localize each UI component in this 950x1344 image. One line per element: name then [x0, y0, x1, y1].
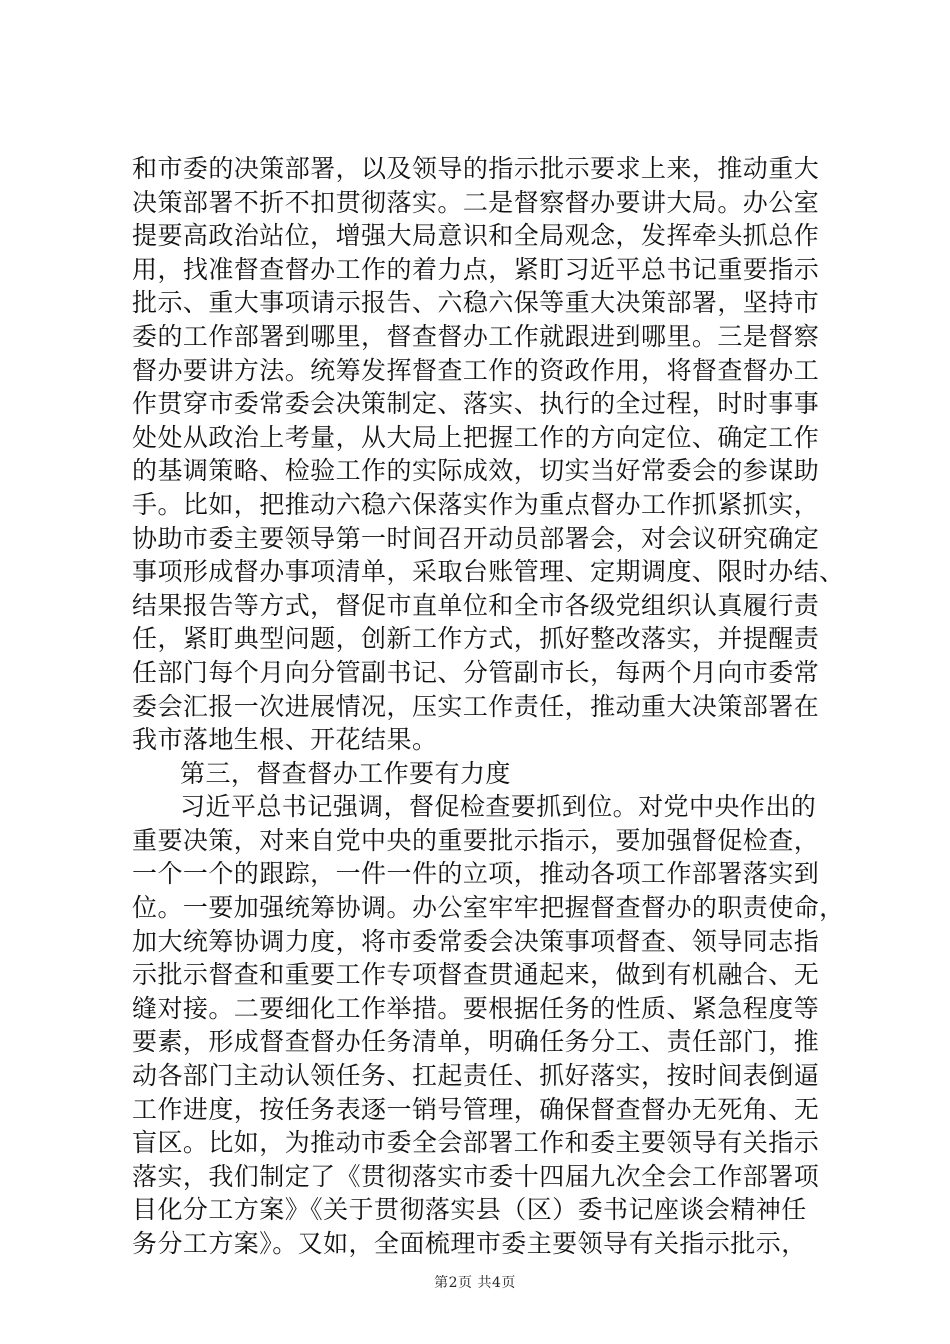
- text-line: 要素，形成督查督办任务清单，明确任务分工、责任部门，推: [132, 1027, 820, 1057]
- text-line: 委的工作部署到哪里，督查督办工作就跟进到哪里。三是督察: [132, 321, 820, 351]
- text-line: 协助市委主要领导第一时间召开动员部署会，对会议研究确定: [132, 523, 820, 553]
- text-line: 手。比如，把推动六稳六保落实作为重点督办工作抓紧抓实，: [132, 489, 820, 519]
- text-line: 工作进度，按任务表逐一销号管理，确保督查督办无死角、无: [132, 1094, 820, 1124]
- text-line: 事项形成督办事项清单，采取台账管理、定期调度、限时办结、: [132, 557, 845, 587]
- text-line: 作贯穿市委常委会决策制定、落实、执行的全过程，时时事事: [132, 389, 820, 419]
- text-line: 重要决策，对来自党中央的重要批示指示，要加强督促检查，: [132, 825, 820, 855]
- text-line: 和市委的决策部署，以及领导的指示批示要求上来，推动重大: [132, 154, 820, 183]
- text-line: 务分工方案》。又如，全面梳理市委主要领导有关指示批示，: [132, 1229, 807, 1258]
- section-heading: 第三，督查督办工作要有力度: [180, 758, 511, 788]
- text-line: 示批示督查和重要工作专项督查贯通起来，做到有机融合、无: [132, 960, 820, 990]
- text-line: 动各部门主动认领任务、扛起责任、抓好落实，按时间表倒逼: [132, 1061, 820, 1091]
- text-line: 处处从政治上考量，从大局上把握工作的方向定位、确定工作: [132, 422, 820, 452]
- text-line: 批示、重大事项请示报告、六稳六保等重大决策部署，坚持市: [132, 288, 820, 318]
- text-line: 的基调策略、检验工作的实际成效，切实当好常委会的参谋助: [132, 456, 820, 486]
- page-footer: [0, 1272, 950, 1292]
- text-line: 提要高政治站位，增强大局意识和全局观念，发挥牵头抓总作: [132, 221, 820, 251]
- text-line: 目化分工方案》《关于贯彻落实县（区）委书记座谈会精神任: [132, 1195, 807, 1225]
- text-line: 结果报告等方式，督促市直单位和全市各级党组织认真履行责: [132, 590, 820, 620]
- paragraph-first-line: 习近平总书记强调，督促检查要抓到位。对党中央作出的: [180, 792, 817, 822]
- text-line: 决策部署不折不扣贯彻落实。二是督察督办要讲大局。办公室: [132, 187, 820, 217]
- text-line: 委会汇报一次进展情况，压实工作责任，推动重大决策部署在: [132, 691, 820, 721]
- text-line: 盲区。比如，为推动市委全会部署工作和委主要领导有关指示: [132, 1128, 820, 1158]
- text-line: 督办要讲方法。统筹发挥督查工作的资政作用，将督查督办工: [132, 355, 820, 385]
- text-line: 加大统筹协调力度，将市委常委会决策事项督查、领导同志指: [132, 926, 820, 956]
- text-line: 一个一个的跟踪，一件一件的立项，推动各项工作部署落实到: [132, 859, 820, 889]
- text-line: 缝对接。二要细化工作举措。要根据任务的性质、紧急程度等: [132, 993, 820, 1023]
- text-line: 我市落地生根、开花结果。: [132, 725, 438, 755]
- text-line: 任部门每个月向分管副书记、分管副市长，每两个月向市委常: [132, 657, 820, 687]
- text-line: 任，紧盯典型问题，创新工作方式，抓好整改落实，并提醒责: [132, 624, 820, 654]
- document-body: [132, 152, 845, 1261]
- text-line: 位。一要加强统筹协调。办公室牢牢把握督查督办的职责使命，: [132, 893, 845, 923]
- text-line: 落实，我们制定了《贯彻落实市委十四届九次全会工作部署项: [132, 1161, 820, 1191]
- text-line: 用，找准督查督办工作的着力点，紧盯习近平总书记重要指示: [132, 254, 820, 284]
- page-number-label: 第2页 共4页: [434, 1275, 516, 1291]
